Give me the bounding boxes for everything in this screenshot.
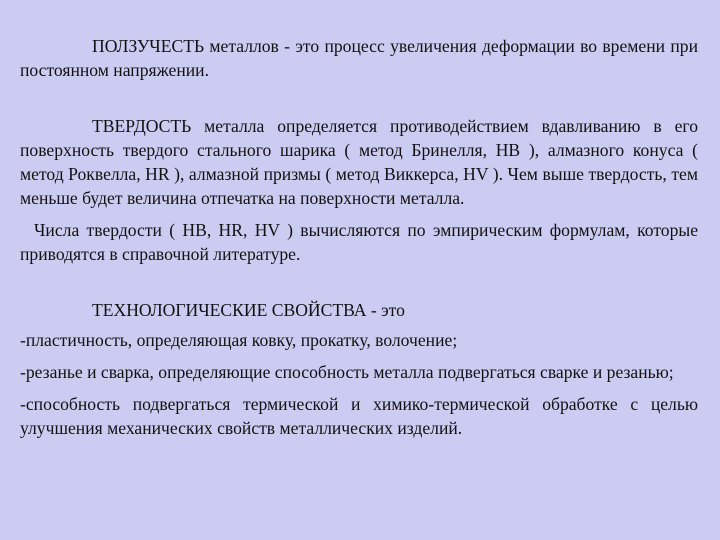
list-item-heat-treatment: -способность подвергаться термической и химико-термической обработке с целью улучшения механических свойств металлических изделий. [20, 394, 698, 438]
list-item-cutting-welding: -резанье и сварка, определяющие способность металла подвергаться сварке и резанью; [20, 362, 674, 382]
paragraph-hardness-numbers: Числа твердости ( HB, HR, HV ) вычисляются по эмпирическим формулам, которые приводятся в справочной литературе. [20, 220, 698, 264]
paragraph-hardness: ТВЕРДОСТЬ металла определяется противодействием вдавливанию в его поверхность твердого стального шарика ( метод Бринелля, HB ), алмазного конуса ( метод Роквелла, HR ), алмазной призмы ( метод Виккерса, HV ). Чем выше твердость, тем меньше будет величина отпечатка на поверхности металла. [20, 116, 698, 208]
paragraph-creep: ПОЛЗУЧЕСТЬ металлов - это процесс увеличения деформации во времени при постоянном напряжении. [20, 36, 698, 80]
list-item-plasticity: -пластичность, определяющая ковку, прокатку, волочение; [20, 330, 458, 350]
slide-content [20, 34, 698, 440]
paragraph-technological-properties: ТЕХНОЛОГИЧЕСКИЕ СВОЙСТВА - это [92, 300, 405, 320]
properties-list [20, 328, 698, 440]
